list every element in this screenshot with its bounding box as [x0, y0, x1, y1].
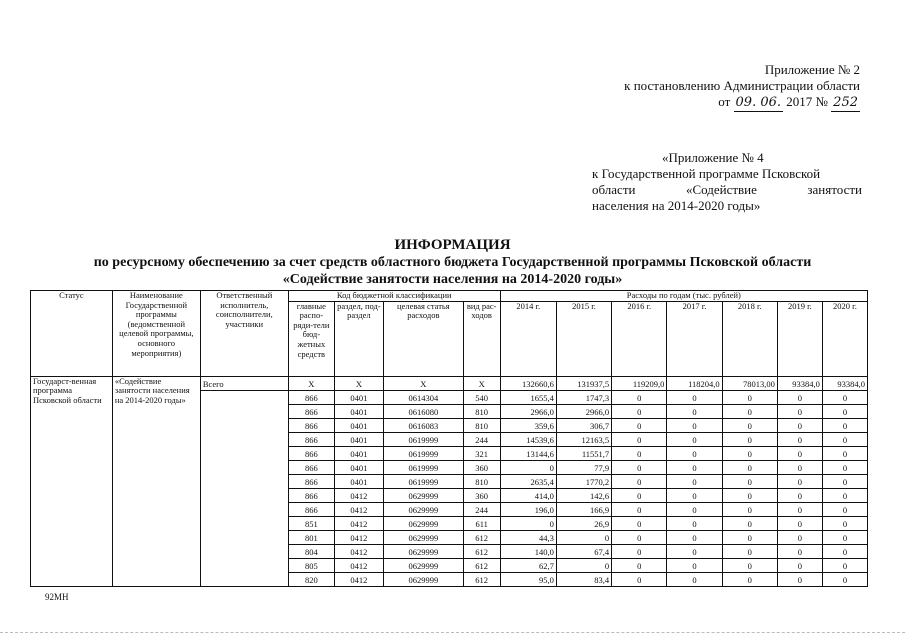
cell-expense-2020: 0 — [822, 418, 867, 432]
cell-expense-2017: 0 — [667, 572, 722, 586]
header-section: раздел, под-раздел — [334, 301, 383, 376]
cell-expense-2017: 0 — [667, 404, 722, 418]
cell-section: 0401 — [334, 474, 383, 488]
cell-expense-2020: 0 — [822, 530, 867, 544]
cell-expense-2020: 93384,0 — [822, 376, 867, 390]
cell-expense-2015: 0 — [556, 530, 611, 544]
cell-expense-2017: 0 — [667, 558, 722, 572]
cell-expense-2014: 196,0 — [500, 502, 556, 516]
cell-expense-2016: 0 — [612, 516, 667, 530]
cell-grbs: 866 — [288, 432, 334, 446]
header-year-2019: 2019 г. — [777, 301, 822, 376]
cell-grbs: 866 — [288, 502, 334, 516]
cell-article: 0619999 — [383, 432, 463, 446]
cell-expense-2020: 0 — [822, 572, 867, 586]
cell-expense-2014: 14539,6 — [500, 432, 556, 446]
cell-grbs: 866 — [288, 418, 334, 432]
cell-expense-2018: 0 — [722, 516, 777, 530]
appendix-4-word-oblast: области — [592, 182, 636, 197]
cell-expense-2017: 0 — [667, 502, 722, 516]
cell-grbs: 866 — [288, 460, 334, 474]
cell-expense-2017: 0 — [667, 432, 722, 446]
appendix-2-block — [560, 62, 860, 112]
cell-article: 0616083 — [383, 418, 463, 432]
header-name: Наименование Государственной программы (ведомственной целевой программы, основного мероприятия) — [112, 291, 200, 377]
cell-expense-2020: 0 — [822, 488, 867, 502]
appendix-4-line3 — [592, 182, 862, 198]
cell-type: 611 — [463, 516, 500, 530]
cell-section: 0412 — [334, 530, 383, 544]
header-article: целевая статья расходов — [383, 301, 463, 376]
total-label-cell: Всего — [200, 376, 288, 390]
cell-expense-2014: 0 — [500, 516, 556, 530]
cell-type: 244 — [463, 432, 500, 446]
cell-type: 321 — [463, 446, 500, 460]
cell-grbs: 851 — [288, 516, 334, 530]
cell-expense-2015: 77,9 — [556, 460, 611, 474]
cell-section: 0401 — [334, 418, 383, 432]
cell-expense-2016: 0 — [612, 558, 667, 572]
cell-expense-2018: 0 — [722, 404, 777, 418]
appendix-2-year: 2017 № — [786, 94, 828, 109]
cell-expense-2017: 0 — [667, 446, 722, 460]
cell-expense-2015: 306,7 — [556, 418, 611, 432]
header-status: Статус — [31, 291, 113, 377]
cell-expense-2017: 0 — [667, 544, 722, 558]
cell-expense-2015: 2966,0 — [556, 404, 611, 418]
cell-expense-2016: 0 — [612, 488, 667, 502]
cell-expense-2020: 0 — [822, 474, 867, 488]
cell-section: 0412 — [334, 488, 383, 502]
handwritten-date: 09. 06. — [735, 95, 782, 110]
cell-type: 810 — [463, 474, 500, 488]
header-year-2017: 2017 г. — [667, 301, 722, 376]
cell-expense-2014: 95,0 — [500, 572, 556, 586]
cell-expense-2014: 1655,4 — [500, 390, 556, 404]
cell-expense-2014: 140,0 — [500, 544, 556, 558]
cell-type: 360 — [463, 488, 500, 502]
cell-article: 0629999 — [383, 502, 463, 516]
cell-expense-2016: 0 — [612, 460, 667, 474]
cell-grbs: 804 — [288, 544, 334, 558]
cell-article: 0619999 — [383, 460, 463, 474]
status-cell: Государст-венная программа Псковской области — [31, 376, 113, 586]
cell-section: 0412 — [334, 572, 383, 586]
cell-article: 0629999 — [383, 572, 463, 586]
cell-expense-2020: 0 — [822, 558, 867, 572]
cell-expense-2015: 1747,3 — [556, 390, 611, 404]
responsible-blank-cell — [200, 390, 288, 586]
cell-expense-2016: 0 — [612, 502, 667, 516]
cell-article: 0629999 — [383, 530, 463, 544]
cell-grbs: 801 — [288, 530, 334, 544]
cell-type: 360 — [463, 460, 500, 474]
header-year-2014: 2014 г. — [500, 301, 556, 376]
header-year-2016: 2016 г. — [612, 301, 667, 376]
appendix-4-word-sodeistvie: «Содействие — [685, 182, 757, 197]
cell-expense-2017: 0 — [667, 418, 722, 432]
cell-section: 0412 — [334, 544, 383, 558]
cell-expense-2018: 0 — [722, 530, 777, 544]
cell-expense-2017: 0 — [667, 488, 722, 502]
table-row — [31, 376, 868, 390]
cell-type: 612 — [463, 544, 500, 558]
cell-expense-2016: 119209,0 — [612, 376, 667, 390]
cell-expense-2016: 0 — [612, 446, 667, 460]
cell-expense-2018: 0 — [722, 460, 777, 474]
cell-expense-2018: 0 — [722, 544, 777, 558]
cell-expense-2016: 0 — [612, 530, 667, 544]
cell-expense-2014: 2635,4 — [500, 474, 556, 488]
cell-expense-2015: 166,9 — [556, 502, 611, 516]
cell-section: 0412 — [334, 558, 383, 572]
cell-expense-2018: 0 — [722, 446, 777, 460]
header-row-1 — [31, 291, 868, 302]
cell-expense-2020: 0 — [822, 502, 867, 516]
header-year-2018: 2018 г. — [722, 301, 777, 376]
cell-expense-2016: 0 — [612, 572, 667, 586]
cell-expense-2020: 0 — [822, 544, 867, 558]
cell-grbs: 866 — [288, 404, 334, 418]
cell-expense-2014: 132660,6 — [500, 376, 556, 390]
cell-type: 612 — [463, 572, 500, 586]
cell-article: 0629999 — [383, 516, 463, 530]
cell-section: 0412 — [334, 516, 383, 530]
appendix-4-block — [592, 150, 862, 214]
cell-expense-2017: 118204,0 — [667, 376, 722, 390]
scan-edge-line — [0, 632, 905, 633]
handwritten-number: 252 — [833, 95, 858, 110]
cell-expense-2018: 0 — [722, 488, 777, 502]
cell-expense-2014: 2966,0 — [500, 404, 556, 418]
cell-grbs: 866 — [288, 488, 334, 502]
cell-expense-2017: 0 — [667, 390, 722, 404]
cell-expense-2014: 414,0 — [500, 488, 556, 502]
cell-section: 0401 — [334, 432, 383, 446]
cell-expense-2019: 0 — [777, 474, 822, 488]
cell-expense-2019: 0 — [777, 530, 822, 544]
appendix-2-date-line — [560, 94, 860, 112]
cell-expense-2020: 0 — [822, 446, 867, 460]
cell-article: 0629999 — [383, 544, 463, 558]
cell-expense-2017: 0 — [667, 460, 722, 474]
appendix-4-line2: к Государственной программе Псковской — [592, 166, 821, 181]
cell-expense-2015: 26,9 — [556, 516, 611, 530]
appendix-2-title: Приложение № 2 — [764, 62, 860, 77]
cell-article: 0629999 — [383, 488, 463, 502]
cell-expense-2018: 0 — [722, 418, 777, 432]
cell-expense-2018: 0 — [722, 432, 777, 446]
table-body — [31, 376, 868, 586]
cell-grbs: X — [288, 376, 334, 390]
cell-type: 244 — [463, 502, 500, 516]
header-type: вид рас-ходов — [463, 301, 500, 376]
title-line-3: «Содействие занятости населения на 2014-2020 годы» — [282, 272, 623, 287]
cell-expense-2018: 78013,00 — [722, 376, 777, 390]
cell-expense-2020: 0 — [822, 460, 867, 474]
cell-type: 612 — [463, 558, 500, 572]
cell-article: 0614304 — [383, 390, 463, 404]
cell-section: 0401 — [334, 460, 383, 474]
cell-expense-2019: 0 — [777, 572, 822, 586]
cell-expense-2015: 0 — [556, 558, 611, 572]
header-budget-code: Код бюджетной классификации — [288, 291, 500, 302]
cell-expense-2016: 0 — [612, 390, 667, 404]
title-line-2: по ресурсному обеспечению за счет средств областного бюджета Государственной программы Псковской области — [93, 255, 812, 270]
cell-expense-2015: 142,6 — [556, 488, 611, 502]
cell-article: 0619999 — [383, 446, 463, 460]
cell-expense-2016: 0 — [612, 432, 667, 446]
cell-type: 540 — [463, 390, 500, 404]
resource-table — [30, 290, 868, 587]
cell-section: 0401 — [334, 390, 383, 404]
cell-expense-2016: 0 — [612, 404, 667, 418]
cell-section: 0401 — [334, 446, 383, 460]
cell-type: X — [463, 376, 500, 390]
appendix-4-line4: населения на 2014-2020 годы» — [592, 198, 761, 213]
cell-expense-2019: 0 — [777, 488, 822, 502]
cell-expense-2019: 0 — [777, 418, 822, 432]
header-grbs: главные распо-ряди-тели бюд-жетных средств — [288, 301, 334, 376]
cell-expense-2014: 0 — [500, 460, 556, 474]
cell-expense-2015: 83,4 — [556, 572, 611, 586]
cell-grbs: 866 — [288, 446, 334, 460]
cell-expense-2017: 0 — [667, 516, 722, 530]
cell-expense-2016: 0 — [612, 544, 667, 558]
cell-grbs: 805 — [288, 558, 334, 572]
cell-grbs: 820 — [288, 572, 334, 586]
title-line-1: ИНФОРМАЦИЯ — [394, 237, 511, 253]
appendix-4-word-zanyatosti: занятости — [807, 182, 862, 197]
cell-expense-2018: 0 — [722, 474, 777, 488]
header-year-2015: 2015 г. — [556, 301, 611, 376]
cell-expense-2015: 12163,5 — [556, 432, 611, 446]
cell-expense-2019: 0 — [777, 446, 822, 460]
cell-article: 0616080 — [383, 404, 463, 418]
cell-expense-2014: 62,7 — [500, 558, 556, 572]
cell-grbs: 866 — [288, 390, 334, 404]
cell-expense-2015: 1770,2 — [556, 474, 611, 488]
cell-expense-2020: 0 — [822, 404, 867, 418]
cell-expense-2019: 0 — [777, 460, 822, 474]
cell-expense-2015: 131937,5 — [556, 376, 611, 390]
cell-expense-2020: 0 — [822, 516, 867, 530]
cell-section: X — [334, 376, 383, 390]
cell-expense-2020: 0 — [822, 390, 867, 404]
cell-expense-2018: 0 — [722, 502, 777, 516]
header-year-2020: 2020 г. — [822, 301, 867, 376]
cell-type: 810 — [463, 404, 500, 418]
cell-section: 0401 — [334, 404, 383, 418]
cell-expense-2019: 0 — [777, 516, 822, 530]
cell-expense-2018: 0 — [722, 558, 777, 572]
cell-expense-2018: 0 — [722, 390, 777, 404]
appendix-4-title: «Приложение № 4 — [662, 150, 764, 165]
program-name-cell: «Содействие занятости населения на 2014-2020 годы» — [112, 376, 200, 586]
cell-expense-2019: 0 — [777, 544, 822, 558]
cell-article: X — [383, 376, 463, 390]
cell-expense-2015: 67,4 — [556, 544, 611, 558]
appendix-2-from: от — [718, 94, 731, 109]
cell-expense-2019: 93384,0 — [777, 376, 822, 390]
cell-article: 0619999 — [383, 474, 463, 488]
cell-section: 0412 — [334, 502, 383, 516]
cell-expense-2016: 0 — [612, 474, 667, 488]
cell-type: 612 — [463, 530, 500, 544]
cell-article: 0629999 — [383, 558, 463, 572]
cell-expense-2020: 0 — [822, 432, 867, 446]
header-expenses: Расходы по годам (тыс. рублей) — [500, 291, 867, 302]
cell-expense-2016: 0 — [612, 418, 667, 432]
cell-grbs: 866 — [288, 474, 334, 488]
cell-type: 810 — [463, 418, 500, 432]
footer-code: 92МН — [45, 592, 69, 602]
cell-expense-2019: 0 — [777, 404, 822, 418]
cell-expense-2017: 0 — [667, 530, 722, 544]
header-responsible: Ответственный исполнитель, соисполнители, участники — [200, 291, 288, 377]
cell-expense-2014: 359,6 — [500, 418, 556, 432]
cell-expense-2018: 0 — [722, 572, 777, 586]
cell-expense-2019: 0 — [777, 558, 822, 572]
cell-expense-2019: 0 — [777, 502, 822, 516]
document-title — [0, 237, 905, 288]
cell-expense-2019: 0 — [777, 390, 822, 404]
cell-expense-2014: 13144,6 — [500, 446, 556, 460]
cell-expense-2017: 0 — [667, 474, 722, 488]
appendix-2-decree: к постановлению Администрации области — [624, 78, 860, 93]
cell-expense-2019: 0 — [777, 432, 822, 446]
cell-expense-2015: 11551,7 — [556, 446, 611, 460]
cell-expense-2014: 44,3 — [500, 530, 556, 544]
